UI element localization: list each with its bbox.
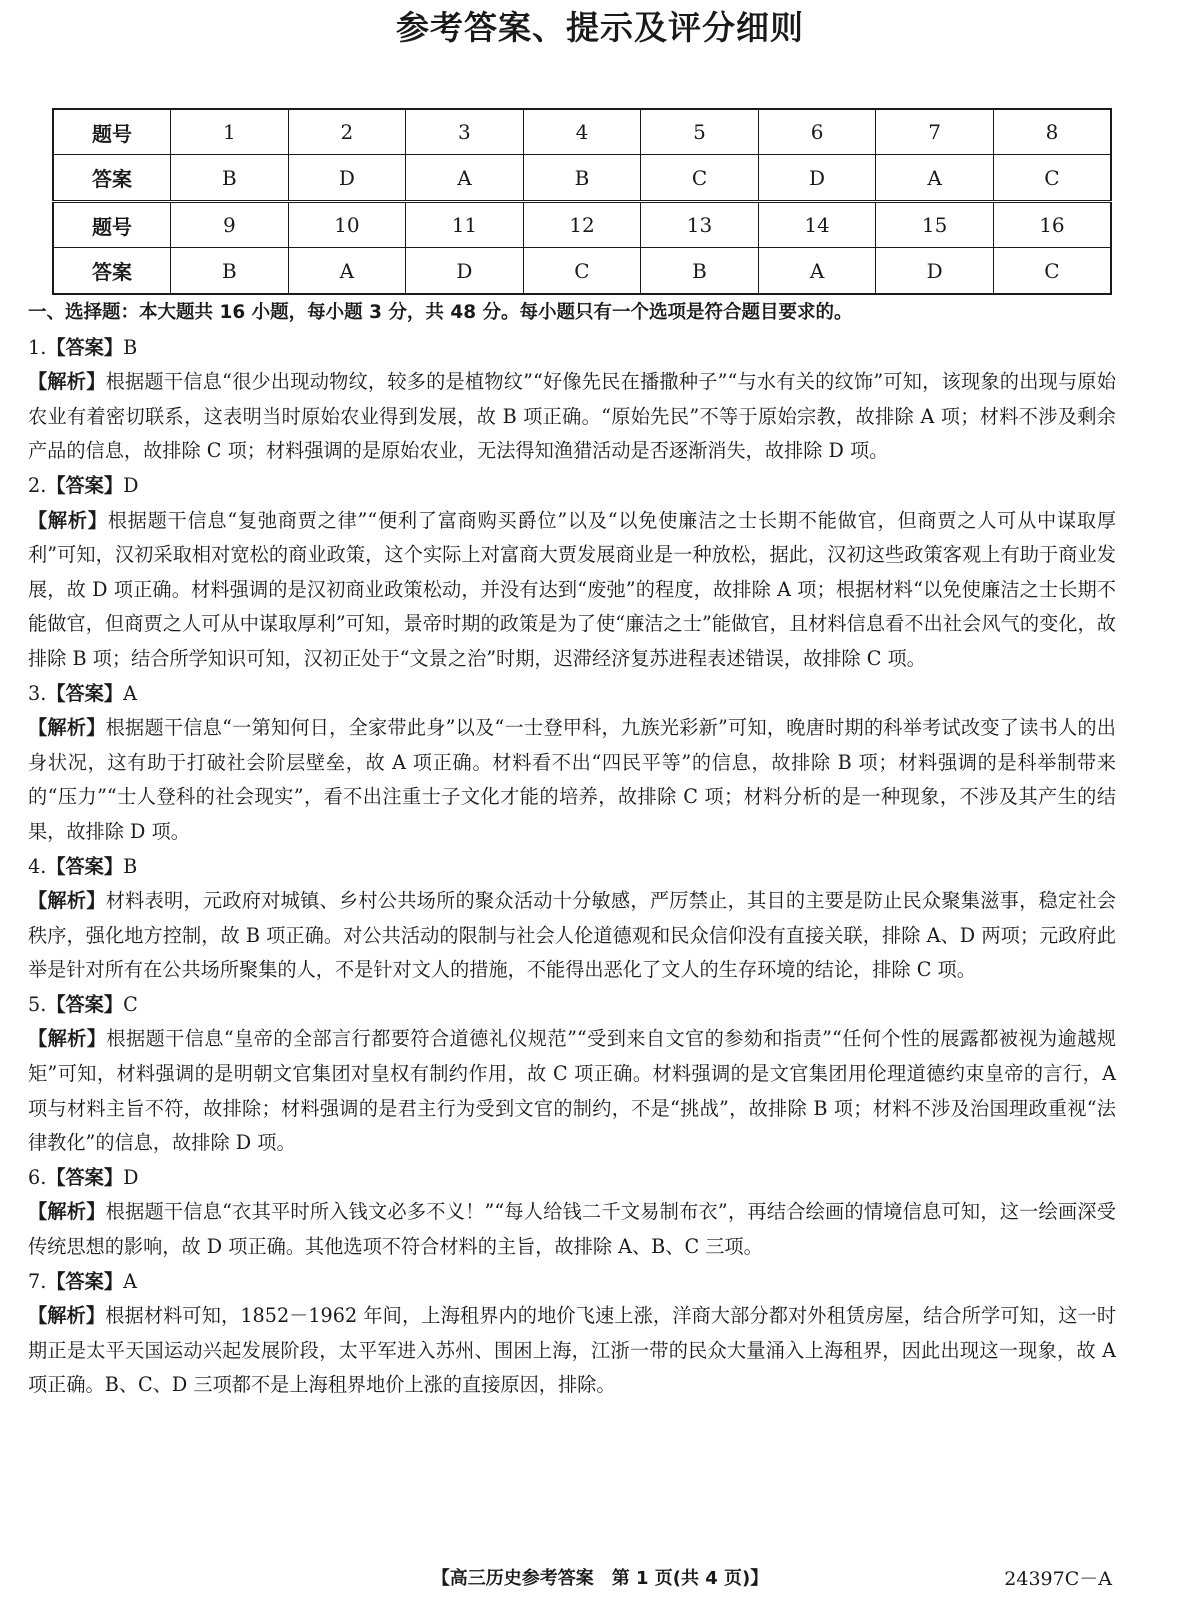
items-list [28, 331, 1116, 1403]
explanation-paragraph [28, 1195, 1116, 1264]
explanation-text: 根据题干信息“衣其平时所入钱文必多不义！”“每人给钱二千文易制布衣”，再结合绘画的情境信息可知，这一绘画深受传统思想的影响，故 D 项正确。其他选项不符合材料的主旨，故排除 A、B、C 三项。 [28, 1200, 1116, 1259]
item-number: 3. [28, 681, 47, 705]
answer-line [28, 331, 1116, 366]
answer-cell: A [406, 155, 524, 202]
question-number-cell: 7 [876, 109, 994, 155]
table-row-label: 答案 [53, 155, 171, 202]
answer-value: C [123, 992, 138, 1016]
item-number: 6. [28, 1165, 47, 1189]
explanation-text: 根据题干信息“很少出现动物纹，较多的是植物纹”“好像先民在播撒种子”“与水有关的纹饰”可知，该现象的出现与原始农业有着密切联系，这表明当时原始农业得到发展，故 B 项正确。“原始先民”不等于原始宗教，故排除 A 项；材料不涉及剩余产品的信息，故排除 C 项；材料强调的是原始农业，无法得知渔猎活动是否逐渐消失，故排除 D 项。 [28, 370, 1116, 463]
answer-tag: 【答案】 [46, 854, 124, 878]
question-number-cell: 13 [641, 201, 759, 248]
question-number-cell: 15 [876, 201, 994, 248]
answer-value: A [123, 1269, 137, 1293]
table-number-row [53, 201, 1111, 248]
analysis-tag: 【解析】 [28, 1200, 106, 1224]
answer-cell: B [171, 155, 289, 202]
explanation-paragraph [28, 711, 1116, 849]
answer-cell: C [523, 248, 641, 294]
answer-value: D [123, 1165, 139, 1189]
question-number-cell: 9 [171, 201, 289, 248]
answer-tag: 【答案】 [46, 1269, 124, 1293]
answer-line [28, 677, 1116, 712]
question-number-cell: 1 [171, 109, 289, 155]
table-answer-row [53, 248, 1111, 294]
answer-line [28, 469, 1116, 504]
question-number-cell: 11 [406, 201, 524, 248]
answer-line [28, 988, 1116, 1023]
explanation-paragraph [28, 365, 1116, 469]
answer-explanations [28, 296, 1116, 1403]
table-number-row [53, 109, 1111, 155]
question-number-cell: 6 [758, 109, 876, 155]
analysis-tag: 【解析】 [28, 1027, 107, 1051]
answer-tag: 【答案】 [46, 681, 124, 705]
answer-cell: C [993, 155, 1111, 202]
explanation-text: 根据题干信息“复弛商贾之律”“便利了富商购买爵位”以及“以免使廉洁之士长期不能做官，但商贾之人可从中谋取厚利”可知，汉初采取相对宽松的商业政策，这个实际上对富商大贾发展商业是一种放松，据此，汉初这些政策客观上有助于商业发展，故 D 项正确。材料强调的是汉初商业政策松动，并没有达到“废弛”的程度，故排除 A 项；根据材料“以免使廉洁之士长期不能做官，但商贾之人可从中谋取厚利”可知，景帝时期的政策是为了使“廉洁之士”能做官，且材料信息看不出社会风气的变化，故排除 B 项；结合所学知识可知，汉初正处于“文景之治”时期，迟滞经济复苏进程表述错误，故排除 C 项。 [28, 508, 1117, 670]
explanation-text: 根据题干信息“皇帝的全部言行都要符合道德礼仪规范”“受到来自文官的参劾和指责”“任何个性的展露都被视为逾越规矩”可知，材料强调的是明朝文官集团对皇权有制约作用，故 C 项正确。材料强调的是文官集团用伦理道德约束皇帝的言行，A 项与材料主旨不符，故排除；材料强调的是君主行为受到文官的制约，不是“挑战”，故排除 B 项；材料不涉及治国理政重视“法律教化”的信息，故排除 D 项。 [28, 1027, 1117, 1155]
answer-cell: A [288, 248, 406, 294]
question-number-cell: 5 [641, 109, 759, 155]
section-heading: 一、选择题：本大题共 16 小题，每小题 3 分，共 48 分。每小题只有一个选项是符合题目要求的。 [28, 302, 853, 323]
answer-tag: 【答案】 [46, 335, 124, 359]
item-number: 2. [28, 473, 47, 497]
answer-item [28, 677, 1116, 850]
answer-cell: B [523, 155, 641, 202]
answer-cell: D [288, 155, 406, 202]
question-number-cell: 8 [993, 109, 1111, 155]
answer-item [28, 988, 1116, 1161]
question-number-cell: 16 [993, 201, 1111, 248]
page-title: 参考答案、提示及评分细则 [396, 8, 804, 47]
answer-value: B [123, 854, 138, 878]
answer-cell: B [171, 248, 289, 294]
answer-value: B [123, 335, 138, 359]
answer-value: A [123, 681, 137, 705]
analysis-tag: 【解析】 [28, 889, 106, 913]
answer-item [28, 850, 1116, 988]
analysis-tag: 【解析】 [28, 1304, 106, 1328]
answer-line [28, 850, 1116, 885]
explanation-text: 根据材料可知，1852－1962 年间，上海租界内的地价飞速上涨，洋商大部分都对外租赁房屋，结合所学可知，这一时期正是太平天国运动兴起发展阶段，太平军进入苏州、围困上海，江浙一带的民众大量涌入上海租界，因此出现这一现象，故 A 项正确。B、C、D 三项都不是上海租界地价上涨的直接原因，排除。 [28, 1304, 1117, 1397]
footer-page-info: 【高三历史参考答案 第 1 页(共 4 页)】 [431, 1568, 769, 1589]
explanation-paragraph [28, 1299, 1116, 1403]
item-number: 5. [28, 992, 47, 1016]
answer-cell: A [876, 155, 994, 202]
analysis-tag: 【解析】 [28, 716, 106, 740]
answer-line [28, 1161, 1116, 1196]
explanation-text: 根据题干信息“一第知何日，全家带此身”以及“一士登甲科，九族光彩新”可知，晚唐时期的科举考试改变了读书人的出身状况，这有助于打破社会阶层壁垒，故 A 项正确。材料看不出“四民平等”的信息，故排除 B 项；材料强调的是科举制带来的“压力”“士人登科的社会现实”，看不出注重士子文化才能的培养，故排除 C 项；材料分析的是一种现象，不涉及其产生的结果，故排除 D 项。 [28, 716, 1116, 843]
answer-item [28, 469, 1116, 677]
answer-tag: 【答案】 [46, 1165, 124, 1189]
answer-cell: A [758, 248, 876, 294]
answer-cell: C [993, 248, 1111, 294]
explanation-paragraph [28, 884, 1116, 988]
explanation-text: 材料表明，元政府对城镇、乡村公共场所的聚众活动十分敏感，严厉禁止，其目的主要是防止民众聚集滋事，稳定社会秩序，强化地方控制，故 B 项正确。对公共活动的限制与社会人伦道德观和民众信仰没有直接关联，排除 A、D 两项；元政府此举是针对所有在公共场所聚集的人，不是针对文人的措施，不能得出恶化了文人的生存环境的结论，排除 C 项。 [28, 889, 1117, 982]
table-answer-row [53, 155, 1111, 202]
question-number-cell: 10 [288, 201, 406, 248]
question-number-cell: 2 [288, 109, 406, 155]
answer-tag: 【答案】 [46, 992, 124, 1016]
item-number: 4. [28, 854, 47, 878]
answer-tag: 【答案】 [46, 473, 124, 497]
answer-item [28, 331, 1116, 469]
table-row-label: 答案 [53, 248, 171, 294]
answer-cell: C [641, 155, 759, 202]
explanation-paragraph [28, 1022, 1116, 1160]
footer-code: 24397C－A [1004, 1568, 1112, 1590]
explanation-paragraph [28, 504, 1116, 677]
question-number-cell: 4 [523, 109, 641, 155]
answer-cell: D [876, 248, 994, 294]
answer-value: D [123, 473, 139, 497]
item-number: 1. [28, 335, 47, 359]
page-footer [0, 1564, 1200, 1594]
item-number: 7. [28, 1269, 47, 1293]
answer-line [28, 1265, 1116, 1300]
question-number-cell: 3 [406, 109, 524, 155]
table-row-label: 题号 [53, 109, 171, 155]
answer-cell: D [406, 248, 524, 294]
answer-item [28, 1161, 1116, 1265]
answer-item [28, 1265, 1116, 1403]
answer-cell: D [758, 155, 876, 202]
analysis-tag: 【解析】 [28, 370, 106, 394]
answer-cell: B [641, 248, 759, 294]
analysis-tag: 【解析】 [28, 508, 108, 532]
answer-key-table [52, 108, 1112, 295]
table-row-label: 题号 [53, 201, 171, 248]
question-number-cell: 14 [758, 201, 876, 248]
question-number-cell: 12 [523, 201, 641, 248]
